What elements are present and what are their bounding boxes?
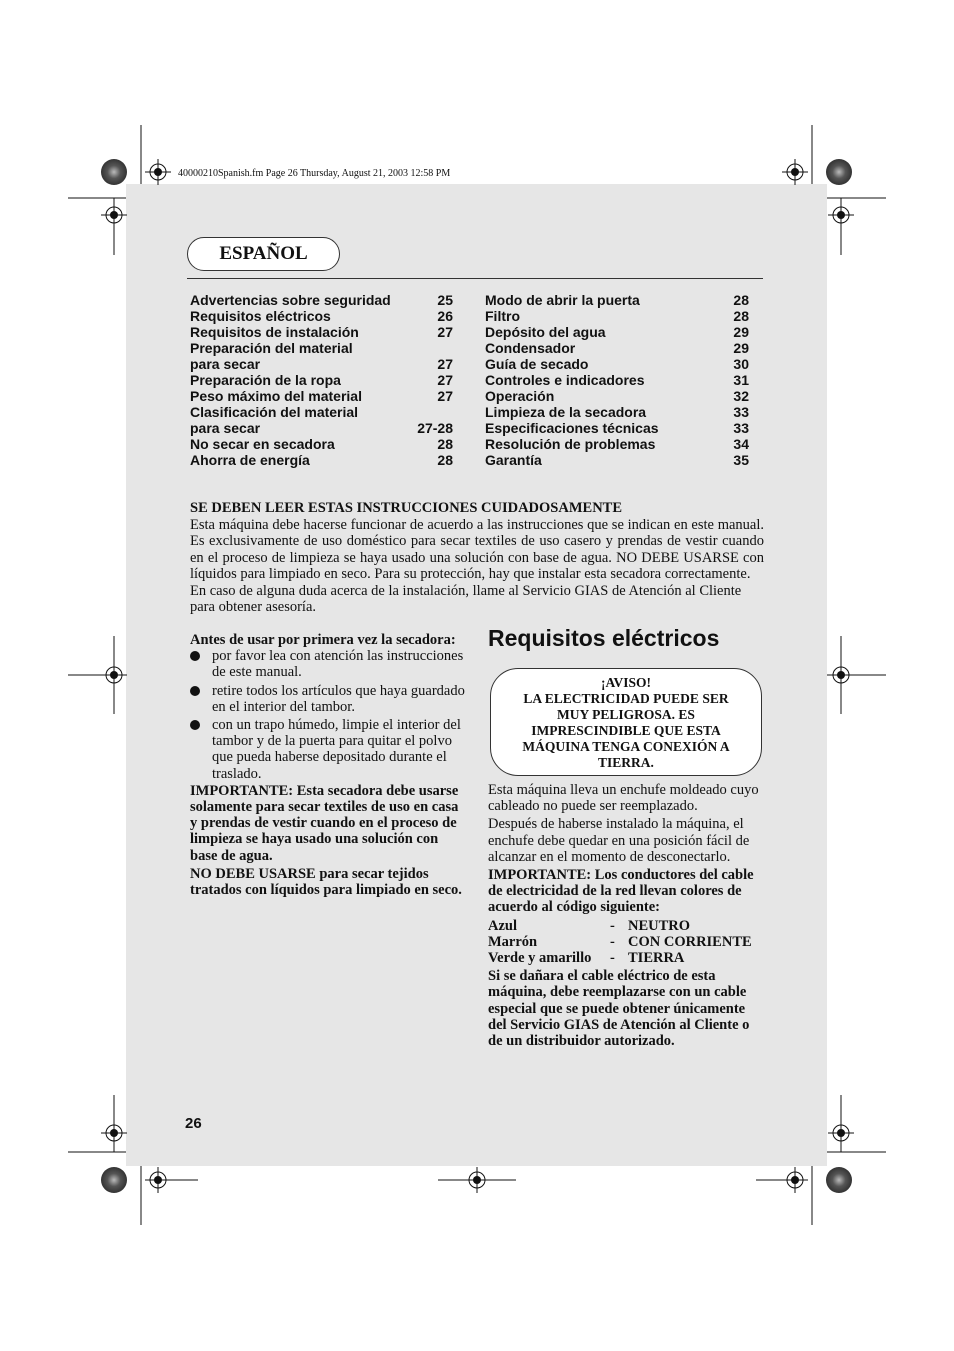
page-number: 26	[185, 1115, 202, 1132]
toc-item[interactable]: Clasificación del material	[190, 404, 359, 420]
toc-item[interactable]: Limpieza de la secadora 33	[485, 404, 749, 420]
intro-paragraph: En caso de alguna duda acerca de la instalación, llame al Servicio GIAS de Atención al Cliente para obtener asesoría.	[190, 583, 742, 616]
toc-item[interactable]: Guía de secado 30	[485, 356, 749, 372]
electrical-section	[488, 782, 764, 1051]
table-row: Azul - NEUTRO	[488, 917, 691, 934]
list-item: por favor lea con atención las instrucciones de este manual.	[190, 648, 466, 680]
section-title: Requisitos eléctricos	[488, 625, 720, 651]
list-item: retire todos los artículos que haya guardado en el interior del tambor.	[190, 683, 466, 715]
toc-item[interactable]: Advertencias sobre seguridad 25	[190, 292, 453, 308]
color-rosette-icon	[826, 1167, 852, 1193]
toc-item[interactable]: Preparación del material	[190, 340, 353, 356]
toc-item[interactable]: Controles e indicadores 31	[485, 372, 749, 388]
toc-item[interactable]: Garantía 35	[485, 452, 749, 468]
warning-line: IMPRESCINDIBLE QUE ESTA	[531, 723, 721, 738]
toc-item[interactable]: Operación 32	[485, 388, 749, 404]
registration-mark-icon	[145, 159, 171, 185]
warning-line: ¡AVISO!	[600, 675, 651, 690]
bullet-icon	[190, 720, 200, 730]
toc-item[interactable]: Peso máximo del material 27	[190, 388, 453, 404]
intro-paragraph: Esta máquina debe hacerse funcionar de acuerdo a las instrucciones que se indican en este manual. Es exclusivamente de uso doméstico para secar textiles de uso casero y prendas de vestir cuando en el proceso de limpieza se haya usado una solución con base de agua. NO DEBE USARSE con líquidos para limpiado en seco. Para su protección, hay que instalar esta secadora correctamente.	[190, 517, 764, 582]
toc-item[interactable]: Modo de abrir la puerta 28	[485, 292, 749, 308]
toc-left-column	[190, 292, 453, 468]
warning-line: MUY PELIGROSA. ES	[557, 707, 695, 722]
plug-paragraph: Esta máquina lleva un enchufe moldeado cuyo cableado no puede ser reemplazado.	[488, 782, 759, 815]
toc-item[interactable]: para secar 27-28	[190, 420, 453, 436]
first-use-section	[190, 632, 466, 898]
color-rosette-icon	[101, 159, 127, 185]
toc-item[interactable]: Especificaciones técnicas 33	[485, 420, 749, 436]
toc-item[interactable]: Requisitos de instalación 27	[190, 324, 453, 340]
warning-line: MÁQUINA TENGA CONEXIÓN A	[522, 739, 730, 754]
toc-item[interactable]: para secar 27	[190, 356, 453, 372]
bullet-icon	[190, 686, 200, 696]
warning-line: LA ELECTRICIDAD PUEDE SER	[523, 691, 729, 706]
toc-item[interactable]: Filtro 28	[485, 308, 749, 324]
toc-item[interactable]: Condensador 29	[485, 340, 749, 356]
dry-clean-note: NO DEBE USARSE para secar tejidos tratados con líquidos para limpiado en seco.	[190, 865, 462, 899]
wire-color-table	[488, 918, 764, 967]
toc-item[interactable]: Depósito del agua 29	[485, 324, 749, 340]
first-use-list	[190, 648, 466, 782]
table-row: Verde y amarillo - TIERRA	[488, 950, 685, 967]
intro-section	[190, 500, 764, 616]
warning-box	[490, 668, 762, 776]
wire-color-intro: IMPORTANTE: Los conductores del cable de electricidad de la red llevan colores de acuerdo al código siguiente:	[488, 867, 754, 916]
file-header: 40000210Spanish.fm Page 26 Thursday, August 21, 2003 12:58 PM	[178, 168, 451, 179]
warning-line: TIERRA.	[598, 755, 654, 770]
language-badge: ESPAÑOL	[187, 237, 340, 271]
list-item: con un trapo húmedo, limpie el interior del tambor y de la puerta para quitar el polvo que pueda haberse depositado durante el traslado.	[190, 717, 466, 782]
color-rosette-icon	[826, 159, 852, 185]
plug-position-paragraph: Después de haberse instalado la máquina, el enchufe debe quedar en una posición fácil de alcanzar en el momento de desconectarlo.	[488, 816, 750, 865]
header-rule	[187, 278, 763, 279]
registration-mark-icon	[782, 159, 808, 185]
toc-item[interactable]: Resolución de problemas 34	[485, 436, 749, 452]
first-use-heading: Antes de usar por primera vez la secadora:	[190, 632, 456, 648]
toc-item[interactable]: No secar en secadora 28	[190, 436, 453, 452]
toc-item[interactable]: Preparación de la ropa 27	[190, 372, 453, 388]
toc-item[interactable]: Requisitos eléctricos 26	[190, 308, 453, 324]
toc-item[interactable]: Ahorra de energía 28	[190, 452, 453, 468]
table-row: Marrón - CON CORRIENTE	[488, 933, 752, 950]
important-note: IMPORTANTE: Esta secadora debe usarse solamente para secar textiles de uso en casa y prendas de vestir cuando en el proceso de limpieza se haya usado una solución con base de agua.	[190, 782, 459, 864]
toc-right-column	[485, 292, 749, 468]
bullet-icon	[190, 651, 200, 661]
color-rosette-icon	[101, 1167, 127, 1193]
cable-replacement-note: Si se dañara el cable eléctrico de esta máquina, debe reemplazarse con un cable especial que se puede obtener únicamente del Servicio GIAS de Atención al Cliente o de un distribuidor autorizado.	[488, 968, 750, 1050]
intro-heading: SE DEBEN LEER ESTAS INSTRUCCIONES CUIDADOSAMENTE	[190, 500, 623, 516]
